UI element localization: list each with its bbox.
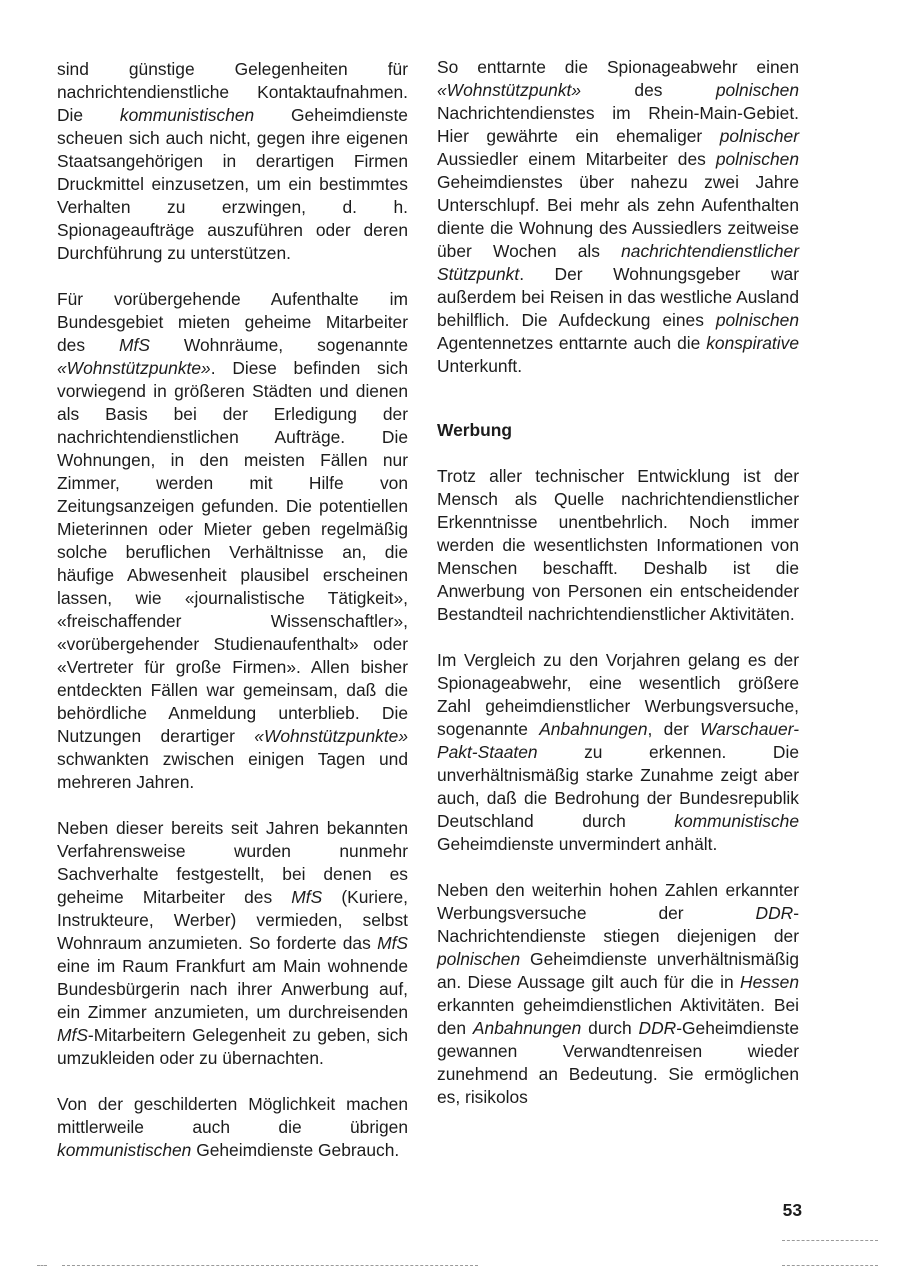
emphasis-text: Anbahnungen	[539, 719, 648, 739]
footer-divider	[37, 1265, 47, 1266]
text-run: So enttarnte die Spionageabwehr einen	[437, 57, 799, 77]
paragraph	[57, 1093, 408, 1162]
emphasis-text: polnischer	[719, 126, 799, 146]
footer-divider	[782, 1240, 878, 1241]
text-run: Von der geschilderten Möglichkeit machen mittlerweile auch die übrigen	[57, 1094, 408, 1137]
text-run: Nachrichtendienstes im Rhein-Main-Gebiet. Hier gewährte ein ehemaliger	[437, 103, 799, 146]
paragraph	[437, 56, 799, 378]
text-run: Für vorübergehende Aufenthalte im Bundesgebiet mieten geheime Mitarbeiter des	[57, 289, 408, 355]
text-run: -Nachrichtendienste stiegen diejenigen der	[437, 903, 799, 946]
paragraph	[437, 879, 799, 1109]
emphasis-text: polnischen	[715, 310, 799, 330]
text-run: Geheimdienste unverhältnismäßig an. Diese Aussage gilt auch für die in	[437, 949, 799, 992]
text-run: Geheimdienstes über nahezu zwei Jahre Unterschlupf. Bei mehr als zehn Aufenthalten diente die Wohnung des Aussiedlers zeitweise über Wochen als	[437, 172, 799, 261]
text-run: -Mitarbeitern Gelegenheit zu geben, sich umzukleiden oder zu übernachten.	[57, 1025, 408, 1068]
text-run: (Kuriere, Instrukteure, Werber) vermieden, selbst Wohnraum anzumieten. So forderte das	[57, 887, 409, 953]
emphasis-text: «Wohnstützpunkt»	[437, 80, 582, 100]
text-run: -Geheimdienste gewannen Verwandtenreisen wieder zunehmend an Bedeutung. Sie ermöglichen es, risikolos	[437, 1018, 799, 1107]
text-run: Unterkunft.	[437, 356, 523, 376]
page-number: 53	[782, 1200, 802, 1220]
paragraph	[57, 288, 408, 794]
emphasis-text: polnischen	[715, 149, 799, 169]
emphasis-text: MfS	[57, 1025, 88, 1045]
emphasis-text: DDR	[638, 1018, 677, 1038]
emphasis-text: Warschauer-Pakt-Staaten	[437, 719, 799, 762]
emphasis-text: konspirative	[706, 333, 799, 353]
text-run: zu erkennen. Die unverhältnismäßig starke Zunahme zeigt aber auch, daß die Bedrohung der Bundesrepublik Deutschland durch	[437, 742, 799, 831]
paragraph	[437, 649, 799, 856]
text-run: eine im Raum Frankfurt am Main wohnende Bundesbürgerin nach ihrer Anwerbung auf, ein Zimmer anzumieten, um durchreisenden	[57, 956, 408, 1022]
emphasis-text: Anbahnungen	[472, 1018, 582, 1038]
text-run: Geheimdienste Gebrauch.	[191, 1140, 400, 1160]
text-run: Trotz aller technischer Entwicklung ist der Mensch als Quelle nachrichtendienstlicher Erkenntnisse unentbehrlich. Noch immer werden die wesentlichsten Informationen von Menschen beschafft. Deshalb ist die Anwerbung von Personen ein entscheidender Bestandteil nachrichtendienstlicher Aktivitäten.	[437, 466, 799, 624]
emphasis-text: MfS	[377, 933, 408, 953]
text-run: durch	[581, 1018, 639, 1038]
text-run: Geheimdienste unvermindert anhält.	[437, 834, 718, 854]
text-run: . Der Wohnungsgeber war außerdem bei Reisen in das westliche Ausland behilflich. Die Aufdeckung eines	[437, 264, 799, 330]
emphasis-text: nachrichtendienstlicher Stützpunkt	[437, 241, 799, 284]
text-run: Geheimdienste scheuen sich auch nicht, gegen ihre eigenen Staatsangehörigen in derartigen Firmen Druckmittel einzusetzen, um ein bestimmtes Verhalten zu erzwingen, d. h. Spionageaufträge auszuführen oder deren Durchführung zu unterstützen.	[57, 105, 408, 263]
emphasis-text: kommunistische	[674, 811, 799, 831]
paragraph	[57, 817, 408, 1070]
text-run: Neben den weiterhin hohen Zahlen erkannter Werbungsversuche der	[437, 880, 799, 923]
emphasis-text: MfS	[119, 335, 150, 355]
text-run: , der	[647, 719, 701, 739]
text-run: des	[581, 80, 716, 100]
paragraph	[437, 465, 799, 626]
text-run: . Diese befinden sich vorwiegend in größeren Städten und dienen als Basis bei der Erledigung der nachrichtendienstlichen Aufträge. Die Wohnungen, in den meisten Fällen nur Zimmer, werden mit Hilfe von Zeitungsanzeigen gefunden. Die potentiellen Mieterinnen oder Mieter geben regelmäßig solche beruflichen Verhältnisse an, die häufige Abwesenheit plausibel erscheinen lassen, wie «journalistische Tätigkeit», «freischaffender Wissenschaftler», «vorübergehender Studienaufenthalt» oder «Vertreter für große Firmen». Allen bisher entdeckten Fällen war gemeinsam, daß die behördliche Anmeldung unterblieb. Die Nutzungen derartiger	[57, 358, 408, 746]
emphasis-text: MfS	[291, 887, 323, 907]
text-run: Neben dieser bereits seit Jahren bekannten Verfahrensweise wurden nunmehr Sachverhalte festgestellt, bei denen es geheime Mitarbeiter des	[57, 818, 408, 907]
text-run: schwankten zwischen einigen Tagen und mehreren Jahren.	[57, 749, 408, 792]
text-run: sind günstige Gelegenheiten für nachrichtendienstliche Kontaktaufnahmen. Die	[57, 59, 408, 125]
emphasis-text: polnischen	[715, 80, 799, 100]
paragraph	[57, 58, 408, 265]
footer-divider	[62, 1265, 478, 1266]
emphasis-text: Hessen	[740, 972, 799, 992]
emphasis-text: «Wohnstützpunkte»	[57, 358, 211, 378]
footer-divider	[782, 1265, 878, 1266]
left-column	[57, 56, 408, 1185]
text-run: Wohnräume, sogenannte	[149, 335, 409, 355]
emphasis-text: kommunistischen	[119, 105, 255, 125]
emphasis-text: «Wohnstützpunkte»	[254, 726, 408, 746]
text-run: erkannten geheimdienstlichen Aktivitäten. Bei den	[437, 995, 799, 1038]
text-run: Aussiedler einem Mitarbeiter des	[437, 149, 716, 169]
text-run: Im Vergleich zu den Vorjahren gelang es der Spionageabwehr, eine wesentlich größere Zahl geheimdienstlicher Werbungsversuche, sogenannte	[437, 650, 799, 739]
emphasis-text: DDR	[755, 903, 794, 923]
right-column	[437, 56, 799, 1132]
section-heading: Werbung	[437, 420, 513, 440]
text-run: Agentennetzes enttarnte auch die	[437, 333, 707, 353]
emphasis-text: kommunistischen	[57, 1140, 192, 1160]
emphasis-text: polnischen	[437, 949, 521, 969]
